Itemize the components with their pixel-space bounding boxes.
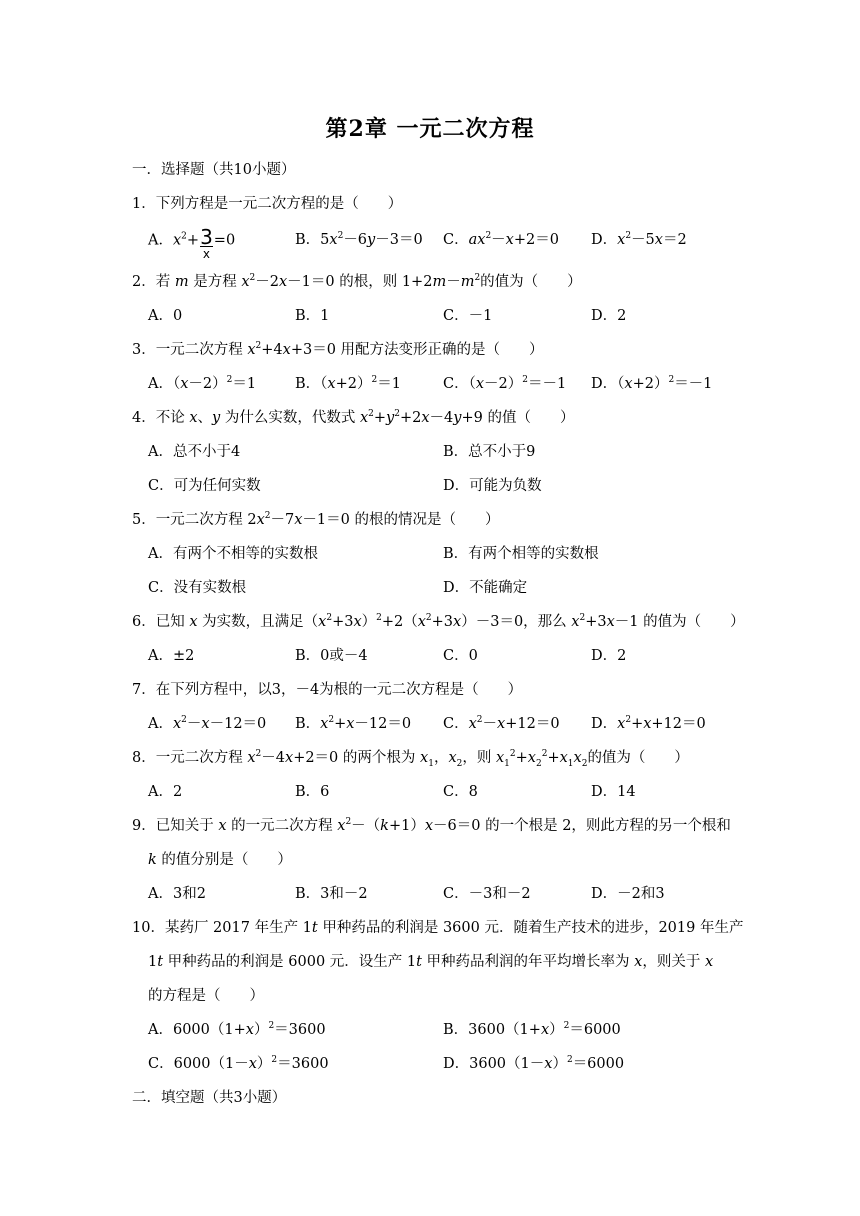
question-10-stem-line3: 的方程是（ ） (148, 988, 264, 1004)
q1-option-b: B．$5x^2-6y-3=0$ (295, 231, 423, 248)
q9-option-c: C．－3和－2 (443, 886, 531, 902)
q9-option-d: D．－2和3 (591, 886, 665, 902)
q3-option-b: B．$(x+2)^2=1$ (295, 375, 401, 392)
question-3-stem: 3．一元二次方程 $x^2+4x+3=0$ 用配方法变形正确的是（ ） (132, 341, 544, 358)
q5-option-d: D．不能确定 (443, 580, 528, 596)
q6-option-d: D．2 (591, 648, 627, 664)
q6-option-b: B．0或－4 (295, 648, 368, 664)
q10-option-d: D．$3600(1-x)^2=6000$ (443, 1055, 625, 1072)
q5-option-a: A．有两个不相等的实数根 (148, 546, 318, 562)
question-7-stem: 7．在下列方程中，以3，－4为根的一元二次方程是（ ） (132, 682, 523, 698)
q10-option-c: C．$6000(1-x)^2=3600$ (148, 1055, 329, 1072)
q4-option-c: C．可为任何实数 (148, 478, 261, 494)
q9-option-a: A．3和2 (148, 886, 206, 902)
q1-option-d: D．$x^2-5x=2$ (591, 231, 687, 248)
question-6-stem: 6．已知 x 为实数，且满足$(x^2+3x)^2+2(x^2+3x)-3=0$，那么 $x^2+3x-1$ 的值为（ ） (132, 613, 745, 630)
q2-option-a: A．0 (148, 308, 183, 324)
q2-option-d: D．2 (591, 308, 627, 324)
q6-option-c: C．0 (443, 648, 478, 664)
q1-option-c: C．$ax^2-x+2=0$ (443, 231, 559, 248)
q8-option-a: A．2 (148, 784, 183, 800)
q6-option-a: A．±2 (148, 648, 195, 664)
q7-option-d: D．$x^2+x+12=0$ (591, 715, 706, 732)
q8-option-d: D．14 (591, 784, 636, 800)
q1-option-a: A．$x^2+$ $\frac{3}{x}$ =0 (148, 225, 236, 261)
question-4-stem: 4．不论 x、y 为什么实数，代数式 $x^2+y^2+2x-4y+9$ 的值（ ） (132, 409, 575, 426)
q4-option-a: A．总不小于4 (148, 444, 241, 460)
question-9-stem-line1: 9．已知关于 x 的一元二次方程 $x^2-(k+1)x-6=0$ 的一个根是 2，则此方程的另一个根和 (132, 817, 731, 834)
section-heading-fill-blank: 二．填空题（共3小题） (132, 1090, 287, 1106)
q5-option-c: C．没有实数根 (148, 580, 247, 596)
question-8-stem: 8．一元二次方程 $x^2-4x+2=0$ 的两个根为 $x_1$，$x_2$，则 $x_1^2+x_2^2+x_1x_2$的值为（ ） (132, 749, 689, 769)
q8-option-c: C．8 (443, 784, 478, 800)
question-1-stem: 1．下列方程是一元二次方程的是（ ） (132, 196, 403, 212)
question-10-stem-line1: 10．某药厂 2017 年生产 1t 甲种药品的利润是 3600 元．随着生产技术的进步，2019 年生产 (132, 920, 744, 936)
question-5-stem: 5．一元二次方程 $2x^2-7x-1=0$ 的根的情况是（ ） (132, 511, 500, 528)
q3-option-c: C．$(x-2)^2=-1$ (443, 375, 567, 392)
question-2-stem: 2．若 m 是方程 $x^2-2x-1=0$ 的根，则 $1+2m-m^2$的值为（ ） (132, 273, 582, 290)
q7-option-b: B．$x^2+x-12=0$ (295, 715, 412, 732)
q10-option-a: A．$6000(1+x)^2=3600$ (148, 1021, 326, 1038)
q3-option-d: D．$(x+2)^2=-1$ (591, 375, 713, 392)
q4-option-b: B．总不小于9 (443, 444, 536, 460)
q2-option-b: B．1 (295, 308, 330, 324)
q9-option-b: B．3和－2 (295, 886, 368, 902)
section-heading-choice: 一．选择题（共10小题） (132, 162, 296, 178)
q3-option-a: A．$(x-2)^2=1$ (148, 375, 257, 392)
q7-option-a: A．$x^2-x-12=0$ (148, 715, 267, 732)
q4-option-d: D．可能为负数 (443, 478, 542, 494)
q8-option-b: B．6 (295, 784, 330, 800)
q2-option-c: C．－1 (443, 308, 493, 324)
q10-option-b: B．$3600(1+x)^2=6000$ (443, 1021, 621, 1038)
q7-option-c: C．$x^2-x+12=0$ (443, 715, 560, 732)
page-title: 第2章 一元二次方程 (325, 116, 535, 142)
question-10-stem-line2: 1t 甲种药品的利润是 6000 元．设生产 1t 甲种药品利润的年平均增长率为 x，则关于 x (148, 954, 714, 970)
question-9-stem-line2: k 的值分别是（ ） (148, 852, 292, 868)
q5-option-b: B．有两个相等的实数根 (443, 546, 599, 562)
